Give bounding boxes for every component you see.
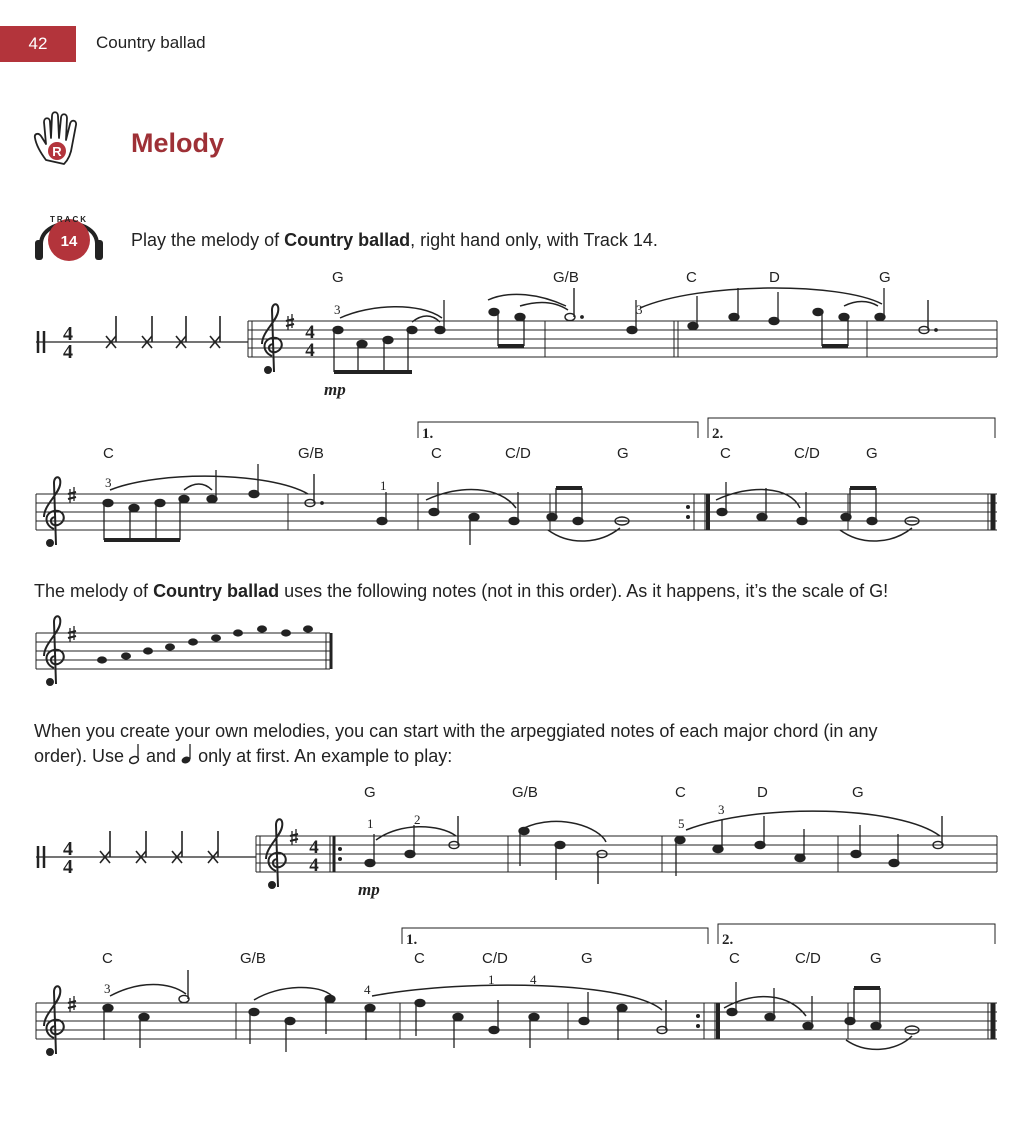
chord-label: C [720, 445, 731, 462]
chord-label: D [769, 269, 780, 286]
chord-label: C/D [482, 950, 508, 967]
create-melody-text: When you create your own melodies, you can start with the arpeggiated notes of each major chord (in any order). Use and only at first. An example to play: [34, 721, 878, 766]
chord-label: D [757, 784, 768, 801]
fingering: 3 [104, 981, 111, 996]
svg-text:4: 4 [63, 856, 73, 878]
fingering: 3 [718, 802, 725, 817]
chord-label: G [870, 950, 882, 967]
fingering: 4 [364, 982, 371, 997]
chord-label: G/B [298, 445, 324, 462]
running-title: Country ballad [96, 33, 206, 52]
chord-label: C [102, 950, 113, 967]
scale-staff [36, 616, 331, 685]
percussion-count-in-2 [36, 831, 256, 878]
chord-label: G [364, 784, 376, 801]
chord-label: C [686, 269, 697, 286]
system-4 [36, 924, 997, 1055]
hand-letter: R [52, 144, 62, 159]
chord-label: C/D [505, 445, 531, 462]
fingering: 1 [380, 478, 387, 493]
chord-label: G/B [512, 784, 538, 801]
system-3 [36, 811, 997, 888]
fingering: 2 [414, 812, 421, 827]
svg-text:4: 4 [63, 323, 73, 345]
system-4-labels [102, 932, 882, 997]
fingering: 1 [367, 816, 374, 831]
svg-text:4: 4 [305, 322, 315, 343]
fingering: 3 [636, 302, 643, 317]
chord-label: C/D [795, 950, 821, 967]
section-heading: Melody [131, 128, 225, 158]
dynamic-mark: mp [324, 380, 346, 399]
fingering: 1 [488, 972, 495, 987]
second-ending: 2. [722, 932, 734, 948]
system-3-labels [358, 784, 864, 899]
chord-label: C [675, 784, 686, 801]
fingering: 3 [105, 475, 112, 490]
chord-label: C [103, 445, 114, 462]
fingering: 3 [334, 302, 341, 317]
fingering: 5 [678, 816, 685, 831]
chord-label: G [852, 784, 864, 801]
svg-text:4: 4 [63, 341, 73, 363]
svg-text:4: 4 [309, 855, 319, 876]
chord-label: G [332, 269, 344, 286]
scale-description: The melody of Country ballad uses the following notes (not in this order). As it happens, it’s the scale of G! [34, 581, 889, 601]
dynamic-mark: mp [358, 880, 380, 899]
page-number: 42 [28, 34, 48, 53]
system-1 [36, 288, 997, 373]
chord-label: C [729, 950, 740, 967]
chord-label: G [866, 445, 878, 462]
first-ending: 1. [422, 426, 434, 442]
first-ending: 1. [406, 932, 418, 948]
chord-label: G/B [553, 269, 579, 286]
chord-label: G [617, 445, 629, 462]
system-2 [36, 418, 997, 546]
track-number: 14 [60, 233, 78, 250]
system-2-labels [103, 426, 878, 493]
svg-text:4: 4 [309, 837, 319, 858]
chord-label: C [431, 445, 442, 462]
second-ending: 2. [712, 426, 724, 442]
fingering: 4 [530, 972, 537, 987]
svg-text:4: 4 [305, 340, 315, 361]
chord-label: G/B [240, 950, 266, 967]
track-label: TRACK [50, 215, 88, 224]
instruction-text: Play the melody of Country ballad, right hand only, with Track 14. [131, 230, 658, 250]
chord-label: G [581, 950, 593, 967]
chord-label: C/D [794, 445, 820, 462]
percussion-count-in [36, 316, 248, 363]
chord-label: C [414, 950, 425, 967]
svg-text:4: 4 [63, 838, 73, 860]
chord-label: G [879, 269, 891, 286]
